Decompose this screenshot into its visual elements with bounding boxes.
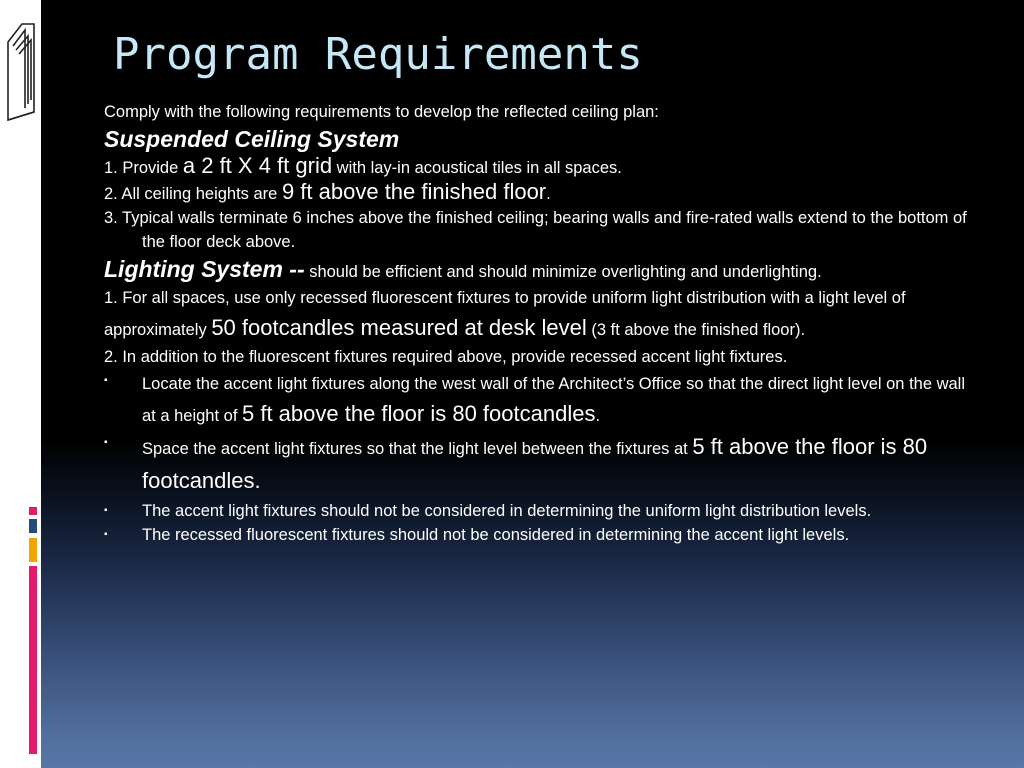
accent-bar-navy bbox=[29, 519, 37, 533]
folder-stack-icon bbox=[4, 16, 38, 126]
text-run: Space the accent light fixtures so that the light level between the fixtures at bbox=[142, 440, 693, 458]
emphasis-run: 5 ft above the floor is 80 footcandles. bbox=[142, 434, 928, 493]
accent-bar-pink-long bbox=[29, 566, 37, 754]
ceiling-item-grid bbox=[104, 154, 974, 180]
accent-bar-pink-small bbox=[29, 507, 37, 515]
bullet-square-icon: ▪ bbox=[104, 375, 108, 386]
accent-bar-gold bbox=[29, 538, 37, 562]
lighting-heading-note: should be efficient and should minimize overlighting and underlighting. bbox=[304, 263, 822, 281]
lighting-item-fluorescent bbox=[104, 284, 974, 345]
left-decorative-strip bbox=[0, 0, 41, 768]
emphasis-run: 9 ft above the finished floor bbox=[281, 179, 547, 204]
ceiling-item-heights bbox=[104, 180, 974, 206]
suspended-ceiling-heading: Suspended Ceiling System bbox=[104, 126, 400, 152]
bullet-item bbox=[104, 499, 974, 523]
text-run: 2. All ceiling heights are bbox=[104, 185, 282, 203]
text-run: The accent light fixtures should not be considered in determining the uniform light distribution levels. bbox=[142, 502, 872, 520]
text-run: . bbox=[595, 407, 601, 425]
slide-body bbox=[104, 100, 974, 547]
bullet-square-icon: ▪ bbox=[104, 505, 108, 516]
text-run: . bbox=[546, 185, 551, 203]
bullet-item bbox=[104, 523, 974, 547]
text-run: 1. Provide bbox=[104, 159, 183, 177]
text-run: (3 ft above the finished floor). bbox=[586, 321, 806, 339]
intro-text: Comply with the following requirements to develop the reflected ceiling plan: bbox=[104, 103, 659, 121]
text-run: with lay-in acoustical tiles in all spaces. bbox=[332, 159, 622, 177]
emphasis-run: a 2 ft X 4 ft grid bbox=[182, 153, 333, 178]
lighting-heading: Lighting System -- bbox=[104, 256, 305, 282]
text-run: 2. In addition to the fluorescent fixtures required above, provide recessed accent light fixtures. bbox=[104, 348, 788, 366]
bullet-item bbox=[104, 369, 974, 431]
ceiling-item-walls bbox=[104, 206, 974, 254]
slide-title: Program Requirements bbox=[113, 29, 643, 80]
bullet-square-icon: ▪ bbox=[104, 437, 108, 448]
text-run: Locate the accent light fixtures along the west wall of the Architect’s Office so that the direct light level on the wall at a height of bbox=[142, 375, 966, 425]
emphasis-run: 50 footcandles measured at desk level bbox=[211, 315, 587, 340]
bullet-square-icon: ▪ bbox=[104, 529, 108, 540]
text-run: The recessed fluorescent fixtures should not be considered in determining the accent light levels. bbox=[142, 526, 850, 544]
lighting-heading-line bbox=[104, 254, 974, 284]
text-run: 1. For all spaces, use only recessed fluorescent fixtures to provide uniform light distribution with a light level of approximately bbox=[104, 289, 906, 339]
text-run: 3. Typical walls terminate 6 inches above the finished ceiling; bearing walls and fire-rated walls extend to the bottom of the floor deck above. bbox=[104, 209, 967, 251]
emphasis-run: 5 ft above the floor is 80 footcandles bbox=[242, 401, 596, 426]
bullet-item bbox=[104, 431, 974, 499]
lighting-item-accent bbox=[104, 345, 974, 369]
